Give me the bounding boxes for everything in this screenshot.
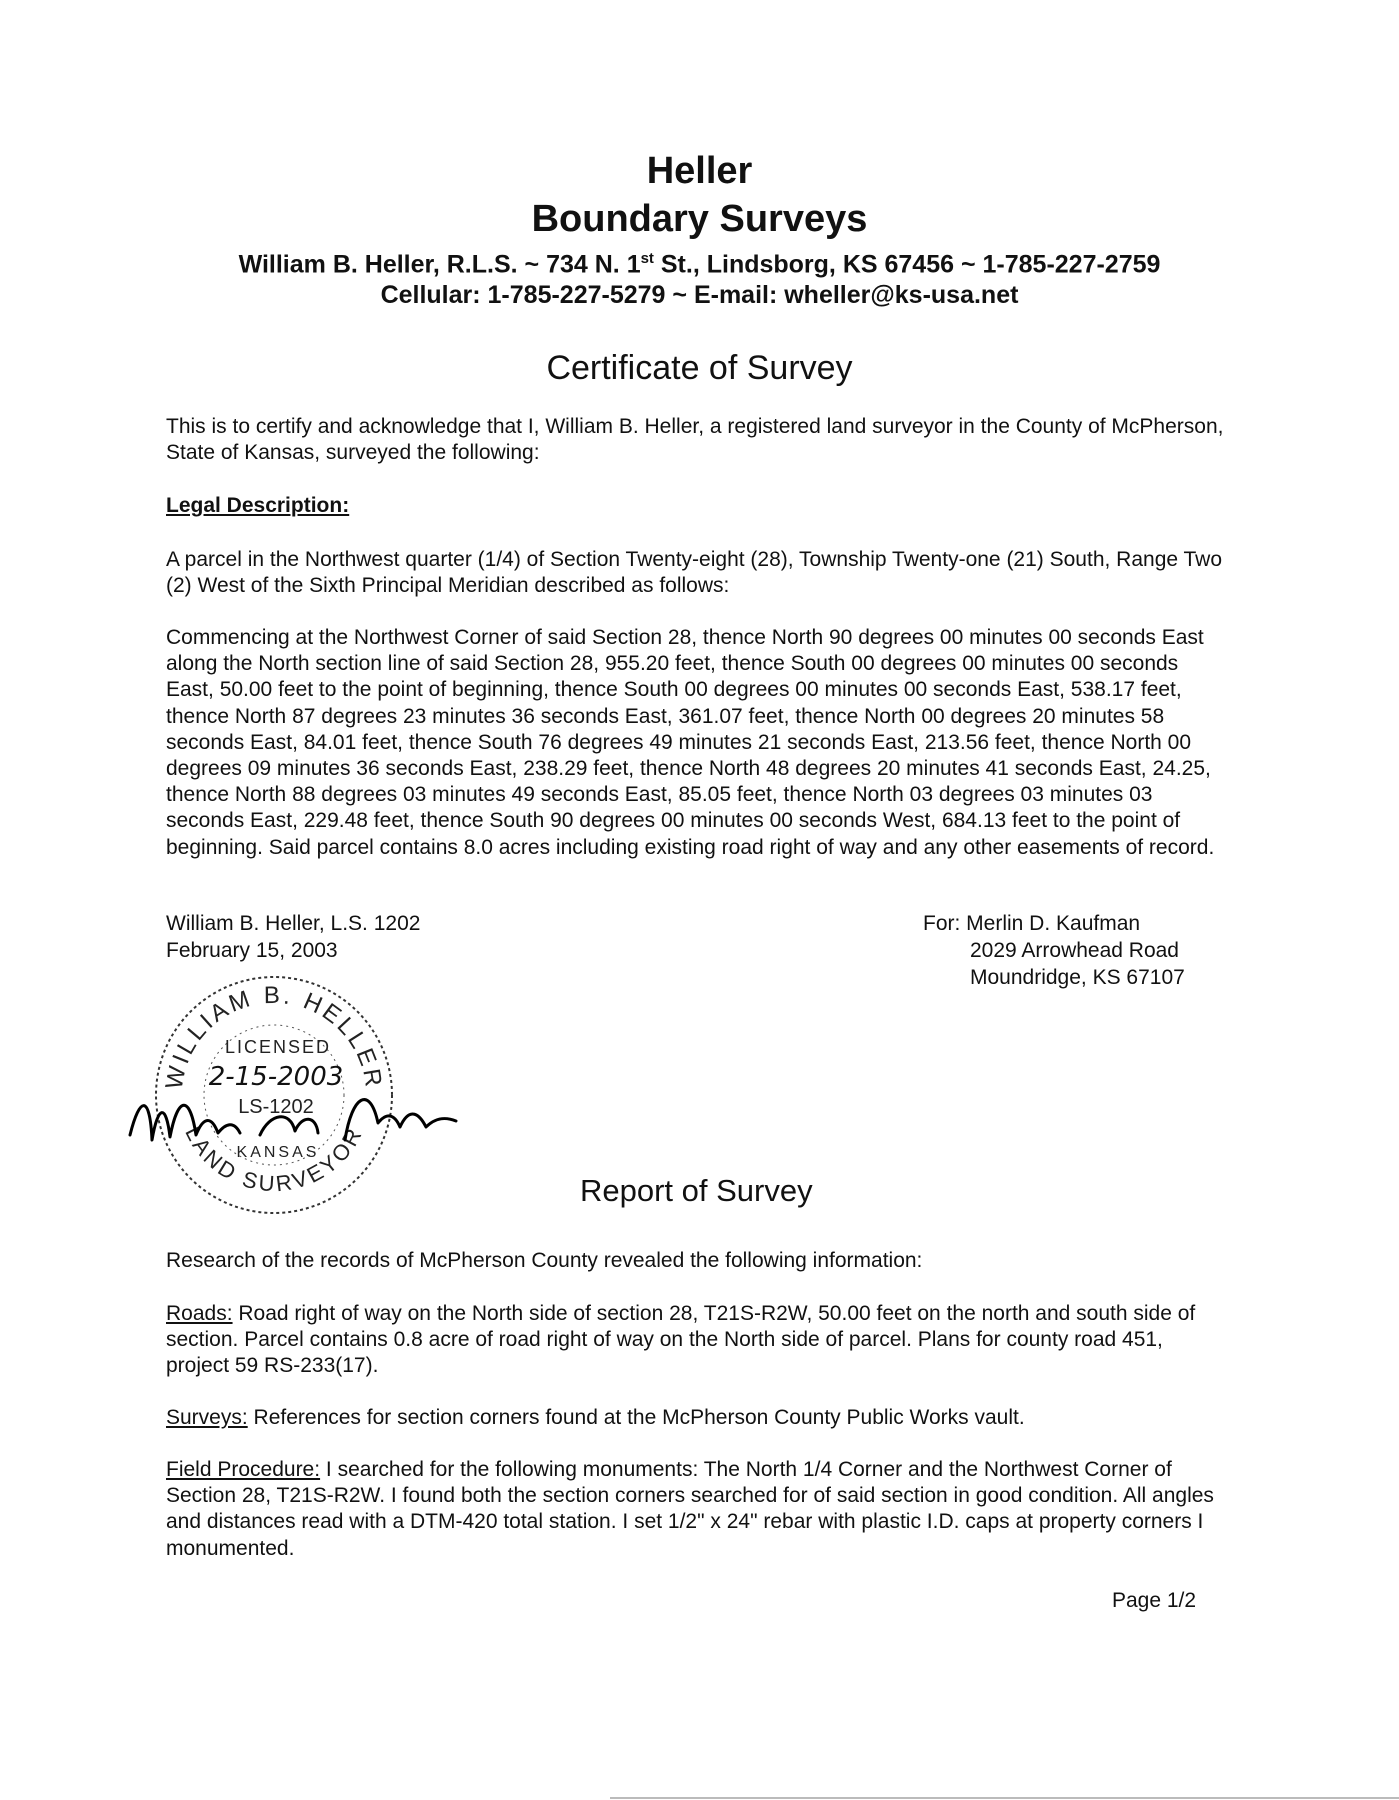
legal-description-heading: Legal Description: — [166, 494, 350, 517]
scan-edge-line — [610, 1797, 1399, 1799]
certification-statement: This is to certify and acknowledge that I, William B. Heller, a registered land surveyor in the County of McPherson, State of Kansas, surveyed the following: — [166, 415, 1224, 465]
seal-state-text: KANSAS — [236, 1144, 320, 1161]
client-name: For: Merlin D. Kaufman — [923, 912, 1141, 935]
report-title: Report of Survey — [580, 1173, 813, 1208]
seal-license-number: LS-1202 — [238, 1096, 314, 1118]
company-name-line1: Heller — [646, 150, 753, 192]
client-street: 2029 Arrowhead Road — [970, 939, 1179, 962]
seal-date-handwritten: 2-15-2003 — [208, 1062, 344, 1092]
surveys-section — [166, 1405, 1226, 1431]
seal-ring-top-text: WILLIAM B. HELLER — [160, 981, 388, 1092]
seal-ring-bottom-text: LAND SURVEYOR — [180, 1122, 368, 1197]
surveys-text: References for section corners found at the McPherson County Public Works vault. — [247, 1406, 1025, 1429]
signature-date: February 15, 2003 — [166, 939, 338, 962]
metes-and-bounds-description: Commencing at the Northwest Corner of said Section 28, thence North 90 degrees 00 minutes 00 seconds East along the North section line of said Section 28, 955.20 feet, thence South 00 degrees 00 minutes 00 seconds East, 50.00 feet to the point of beginning, thence South 00 degrees 00 minutes 00 seconds East, 538.17 feet, thence North 87 degrees 23 minutes 36 seconds East, 361.07 feet, thence North 00 degrees 20 minutes 58 seconds East, 84.01 feet, thence South 76 degrees 49 minutes 21 seconds East, 213.56 feet, thence North 00 degrees 09 minutes 36 seconds East, 238.29 feet, thence North 48 degrees 20 minutes 41 seconds East, 24.25, thence North 88 degrees 03 minutes 49 seconds East, 85.05 feet, thence North 03 degrees 03 minutes 03 seconds East, 229.48 feet, thence South 90 degrees 00 minutes 00 seconds West, 684.13 feet to the point of beginning. Said parcel contains 8.0 acres including existing road right of way and any other easements of record. — [166, 626, 1215, 859]
surveyor-seal-stamp — [120, 945, 480, 1245]
roads-text: Road right of way on the North side of section 28, T21S-R2W, 50.00 feet on the north and south side of section. Parcel contains 0.8 acre of road right of way on the North side of parcel. Plans for county road 451, project 59 RS-233(17). — [166, 1302, 1196, 1378]
field-procedure-section — [166, 1457, 1226, 1562]
parcel-location: A parcel in the Northwest quarter (1/4) of Section Twenty-eight (28), Township Twenty-one (21) South, Range Two (2) West of the Sixth Principal Meridian described as follows: — [166, 548, 1223, 598]
contact-line-address — [0, 250, 1399, 279]
roads-section — [166, 1301, 1226, 1380]
research-statement: Research of the records of McPherson County revealed the following information: — [166, 1249, 923, 1272]
surveyor-name: William B. Heller, L.S. 1202 — [166, 912, 421, 935]
field-procedure-text: I searched for the following monuments: The North 1/4 Corner and the Northwest Corner of Section 28, T21S-R2W. I found both the section corners searched for of said section in good condition. All angles and distances read with a DTM-420 total station. I set 1/2" x 24" rebar with plastic I.D. caps at property corners I monumented. — [166, 1458, 1214, 1560]
client-block — [923, 910, 1185, 991]
seal-licensed-text: LICENSED — [224, 1037, 332, 1057]
client-city-state: Moundridge, KS 67107 — [970, 966, 1185, 989]
contact-city-phone: St., Lindsborg, KS 67456 ~ 1-785-227-2759 — [653, 250, 1161, 279]
contact-name-address: William B. Heller, R.L.S. ~ 734 N. 1 — [238, 250, 641, 279]
company-name-line2: Boundary Surveys — [531, 198, 868, 240]
surveys-label: Surveys: — [166, 1406, 248, 1429]
ordinal-suffix: st — [640, 250, 654, 267]
roads-label: Roads: — [166, 1302, 233, 1325]
certificate-title: Certificate of Survey — [546, 349, 853, 387]
page-number: Page 1/2 — [1112, 1589, 1197, 1612]
field-procedure-label: Field Procedure: — [166, 1458, 321, 1481]
contact-line-cell-email: Cellular: 1-785-227-5279 ~ E-mail: wheller@ks-usa.net — [380, 281, 1019, 309]
